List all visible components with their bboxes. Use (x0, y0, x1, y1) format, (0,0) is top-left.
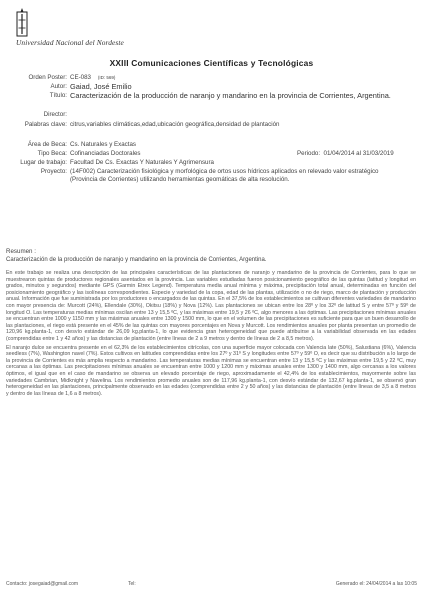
resumen-paragraph: En este trabajo se realiza una descripción de las principales características de las plantaciones de naranjo y mandarino de la provincia de Corrientes, para lo que se muestrearon quintas de productores regionales asentados en la provincia. Las variables estudiadas fueron posicionamiento geográfico de las quintas (latitud y longitud en grados, minutos y segundos) mediante GPS (Garmin Etrex Legend). Temperatura media anual mínima y máxima, precipitación total anual, determinadas en función del posicionamiento geográfico y las isolíneas correspondientes. Especie y variedad de la copa, edad de las plantas, utilización o no de riego, marco de plantación y producción anual. Información que fue suministrada por los productores o encargados de las quintas. En el 37,5% de los establecimientos se cultivan diferentes variedades de mandarino con mayor presencia de: Murcott (24%), Ellendale (30%), Okitsu (18%) y Nova (12%). Las plantaciones se ubican entre los 28º y los 32º de latitud S y entre 57º y 59º de longitud O. Las temperaturas medias mínimas oscilan entre 13 y 15,5 ºC, y las máximas entre 19,5 y 26 ºC, algo menores a las óptimas. Las precipitaciones mínimas anuales se encuentran entre 1000 y 1150 mm y las máximas anuales entre 1300 y 1500 mm, lo que en el volumen de las precipitaciones es suficiente para que un buen desarrollo de las plantaciones, el riego está presente en el 45% de las quintas con mayores porcentajes en Nova y Murcott. Los rendimientos anuales por planta presentan un promedio de 120,96 kg.planta-1, con desvío estándar de 26,09 kg.planta-1, lo que evidencia gran heterogeneidad que puede atribuirse a la variabilidad observada en las edades (comprendidas entre 1 y 42 años) y las distancias de plantación (entre líneas de 2 a 9 metros y dentro de líneas de 2 a 8,5 metros). (6, 270, 416, 342)
director-label: Director: (43, 111, 67, 118)
lugar-value: Facultad De Cs. Exactas Y Naturales Y Agrimensura (70, 159, 214, 166)
titulo-value: Caracterización de la producción de naranjo y mandarino en la provincia de Corrientes, Argentina. (70, 91, 391, 100)
orden-row (0, 74, 423, 82)
autor-value: Gaiad, José Emilio (70, 82, 132, 91)
periodo (297, 150, 394, 158)
palabras-label: Palabras clave: (24, 121, 67, 128)
periodo-value: 01/04/2014 al 31/03/2019 (323, 150, 394, 157)
abstract-metadata (0, 74, 423, 184)
director-row (0, 111, 423, 121)
palabras-row (0, 121, 423, 141)
orden-id: (ID: 569) (97, 75, 116, 80)
titulo-label: Título: (49, 92, 67, 99)
periodo-label: Periodo: (297, 150, 321, 157)
resumen-title: Caracterización de la producción de naranjo y mandarino en la provincia de Corrientes, Argentina. (6, 257, 267, 263)
proyecto-label: Proyecto: (40, 168, 67, 175)
orden-label: Orden Poster: (28, 74, 67, 81)
resumen-body (6, 270, 416, 399)
footer-tel: Tel: (128, 581, 136, 587)
palabras-value: citrus,variables climáticas,edad,ubicación geográfica,densidad de plantación (70, 121, 280, 128)
footer-contact: Contacto: josegaiad@gmail.com (6, 581, 79, 587)
tipo-value: Cofinanciadas Doctorales (70, 150, 141, 157)
university-name: Universidad Nacional del Nordeste (16, 38, 124, 47)
footer-generated: Generado el: 24/04/2014 a las 10:05 (335, 581, 417, 587)
orden-value: CE-083 (ID: 569) (70, 74, 116, 81)
autor-label: Autor: (50, 83, 67, 90)
area-label: Área de Beca: (27, 141, 67, 148)
university-crest-icon (16, 8, 28, 38)
conference-title: XXIII Comunicaciones Científicas y Tecnológicas (109, 58, 314, 68)
resumen-paragraph: El naranjo dulce se encuentra presente en el 62,3% de los establecimientos citrícolas, con una superficie mayor colocada con Valencia late (50%), Salustiana (6%), Valencia seedless (7%), Washington navel (7%). Estos cultivos en latitudes comprendidas entre los 27º y 31º S y longitudes entre 57º y 59º O, es decir que su distribución a lo largo de la provincia de Corrientes es más amplia respecto a mandarino. Las temperaturas medias mínimas se encuentran entre 13 y 15,5 ºC y las máximas entre 19,5 y 22 ºC, muy cercanas a las óptimas. Las precipitaciones mínimas anuales se encuentran entre 1000 y 1200 mm y máximas anuales entre 1300 y 1400 mm, algo cercanas a los valores óptimos, el igual que en el caso de mandarino se observa un elevado porcentaje de riego, aproximadamente el 42,4% de los establecimientos, mayormente sobre las variedades Cambrian, Midknight y Navelina. Los rendimientos promedio anuales son de 117,96 kg.planta-1, con desvío estándar de 132,67 kg.planta-1, se observó gran heterogeneidad en las plantaciones, principalmente observado en las edades (comprendidas entre 2 y 50 años) y las distancias de plantación (entre líneas de 3,5 a 8 metros y dentro de las líneas de 1,6 a 8 metros). (6, 344, 416, 397)
tipo-label: Tipo Beca: (37, 150, 67, 157)
titulo-row (0, 92, 423, 110)
lugar-label: Lugar de trabajo: (20, 159, 67, 166)
proyecto-value: (14F002) Caracterización fisiológica y morfológica de ortos usos hídricos aplicados en relevado valor estratégico (Provincia de Corrientes) utilizando herramientas geomáticas de alta resolución. (70, 168, 379, 183)
proyecto-row (0, 168, 423, 186)
lugar-row (0, 159, 423, 168)
area-row (0, 141, 423, 150)
area-value: Cs. Naturales y Exactas (70, 141, 137, 148)
resumen-label: Resumen : (6, 248, 36, 255)
tipo-row (0, 150, 423, 159)
